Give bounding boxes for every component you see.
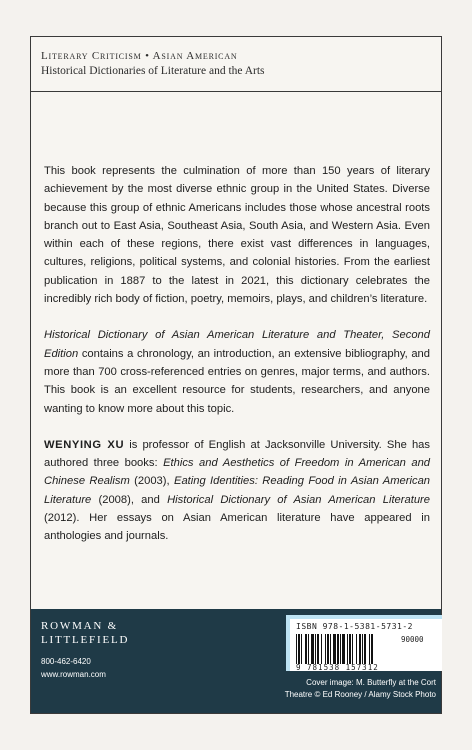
price-code: 90000 (401, 635, 424, 644)
publisher-website: www.rowman.com (41, 670, 106, 679)
barcode-image (296, 634, 398, 664)
author-bio-b: (2003), (129, 475, 174, 488)
isbn-number: ISBN 978-1-5381-5731-2 (296, 622, 413, 631)
description-paragraph: This book represents the culmination of more than 150 years of literary achievement by the most diverse ethnic group in the United States. Diverse because this group of ethnic Americans includes those whose ancestral roots branch out to East Asia, Southeast Asia, South Asia, and Western Asia. Even within each of these regions, there exist vast differences in languages, cultures, religions, political systems, and colonial histories. From the earliest publication in 1887 to the latest in 2021, this dictionary celebrates the incredibly rich body of fiction, poetry, memoirs, plays, and children’s literature. (44, 165, 430, 306)
barcode-digits: 9 781538 157312 (296, 663, 379, 672)
author-book-2: Eating Identities: Reading Food in Asian American Literature (44, 475, 431, 506)
book-title: Historical Dictionary of Asian American Literature and Theater, Second Edition (44, 329, 430, 360)
cover-credit-line1: Cover image: M. Butterfly at the Cort (306, 678, 436, 687)
contents-paragraph (44, 326, 430, 417)
isbn-barcode-box (286, 615, 442, 671)
author-name: WENYING XU (44, 438, 125, 451)
publisher-name-line1: ROWMAN & (41, 620, 119, 632)
publisher-phone: 800-462-6420 (41, 657, 91, 666)
author-book-3: Historical Dictionary of Asian American Literature (167, 493, 430, 506)
publisher-logo (41, 619, 129, 647)
series-header (31, 37, 441, 92)
publisher-contact (41, 655, 106, 681)
series-category: Literary Criticism • Asian American (41, 50, 238, 62)
contents-text: contains a chronology, an introduction, an extensive bibliography, and more than 700 cross-referenced entries on genres, major terms, and authors. This book is an excellent resource for students, researchers, and anyone wanting to know more about this topic. (44, 347, 430, 415)
author-bio-c: (2008), and (91, 493, 168, 506)
publisher-footer (31, 609, 441, 713)
author-bio-d: (2012). Her essays on Asian American literature have appeared in anthologies and journals. (44, 512, 430, 543)
back-cover-frame (30, 36, 442, 714)
description-text (44, 162, 430, 564)
cover-credit (285, 677, 436, 701)
series-name: Historical Dictionaries of Literature and the Arts (41, 65, 265, 77)
author-bio-a: is professor of English at Jacksonville University. She has authored three books: (44, 438, 430, 470)
author-book-1: Ethics and Aesthetics of Freedom in American and Chinese Realism (44, 457, 431, 488)
cover-credit-line2: Theatre © Ed Rooney / Alamy Stock Photo (284, 690, 436, 699)
author-paragraph (44, 436, 430, 546)
publisher-name-line2: LITTLEFIELD (41, 634, 130, 646)
